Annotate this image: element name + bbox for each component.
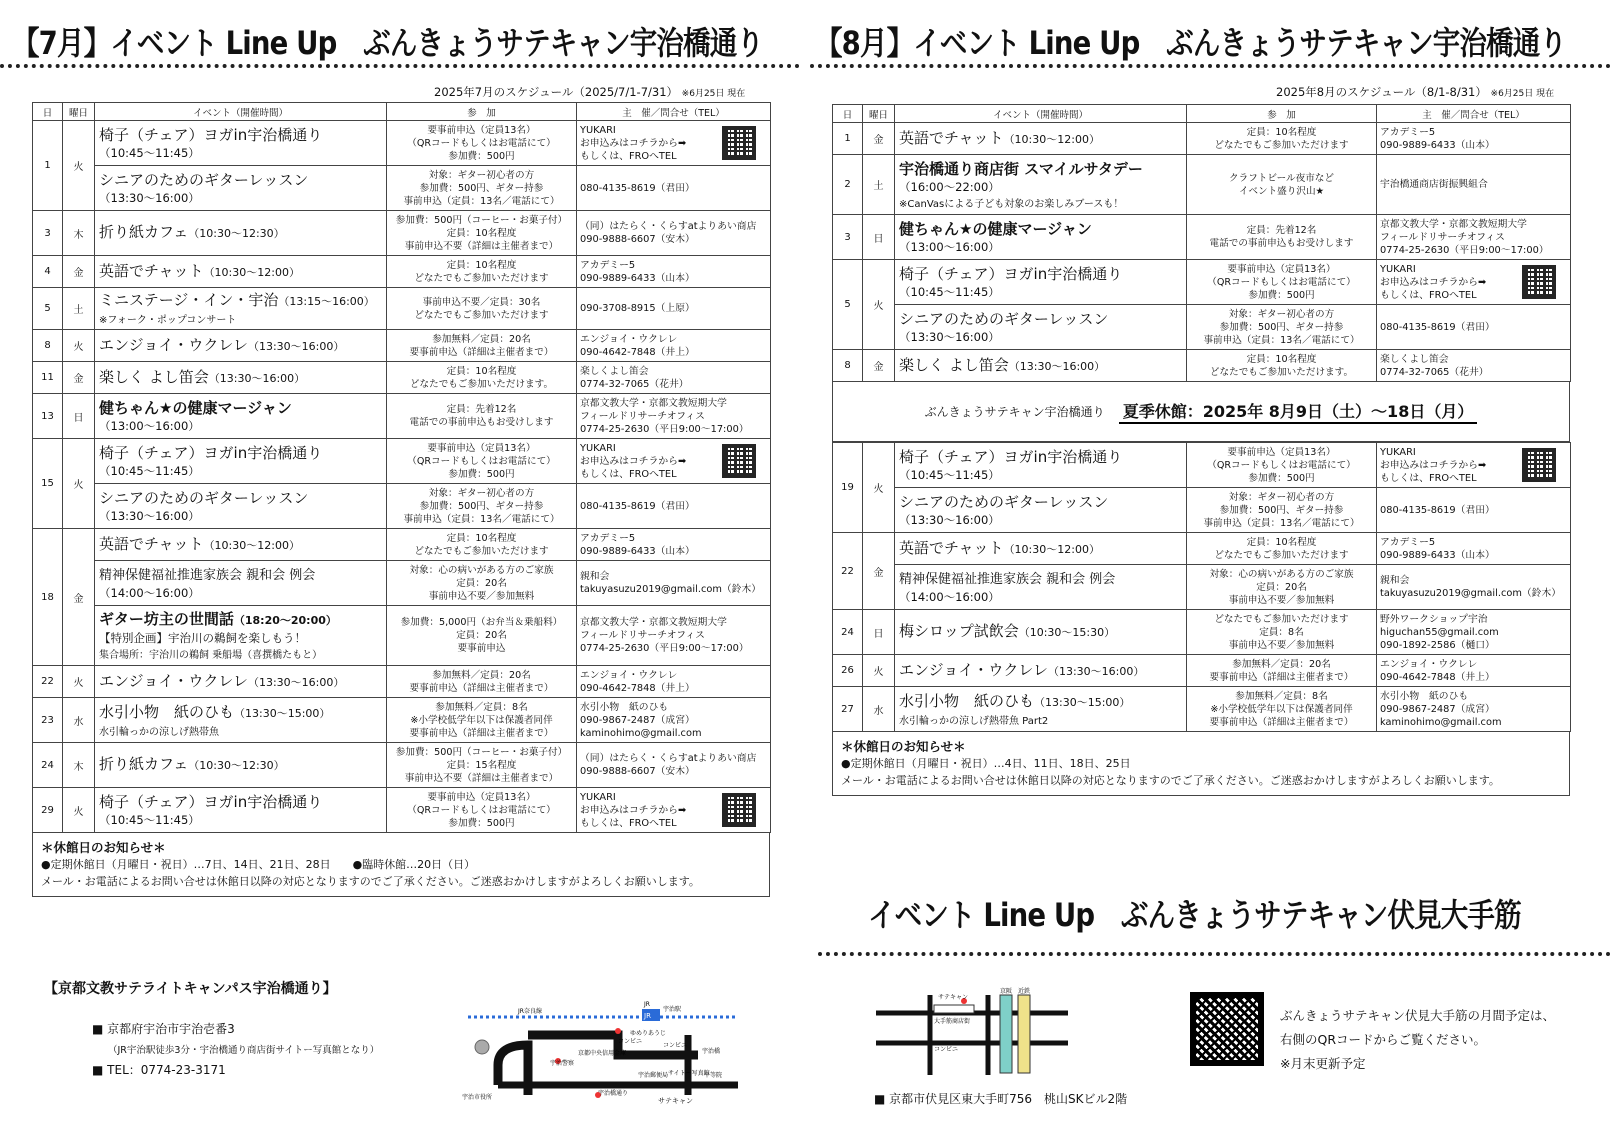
august-notice-line2: メール・お電話によるお問い合せは休館日以降の対応となりますのでご了承ください。ご迷惑おかけしますがよろしくお願いします。 [841,774,1500,787]
july-schedule-label: 2025年7月のスケジュール（2025/7/1-7/31） ※6月25日 現在 [434,85,746,99]
event-cell: シニアのためのギターレッスン （13:30～16:00） [95,484,387,529]
participation-cell: 要事前申込（定員13名） （QRコードもしくはお電話にて） 参加費：500円 [387,439,577,484]
map-label: 京都中央信用金庫 [578,1050,627,1057]
table-row [33,288,771,330]
participation-cell: クラフトビール夜市など イベント盛り沢山★ [1187,155,1377,215]
august-schedule-table-1 [832,104,1571,382]
organizer-cell: エンジョイ・ウクレレ 090-4642-7848（井上） [577,666,771,698]
weekday-cell: 金 [63,362,95,394]
uji-access: （JR宇治駅徒歩3分・宇治橋通り商店街サイトー写真館となり） [108,1045,380,1056]
organizer-cell: 080-4135-8619（君田） [1377,305,1571,350]
fushimi-qr-code[interactable] [1190,992,1264,1066]
participation-cell: 定員：10名程度 どなたでもご参加いただけます [387,529,577,561]
table-row [33,362,771,394]
weekday-cell: 金 [63,256,95,288]
table-row [833,655,1571,687]
participation-cell: 定員：先着12名 電話での事前申込もお受けします [387,394,577,439]
day-cell: 15 [33,439,63,529]
organizer-cell: 水引小物 紙のひも 090-9867-2487（成宮） kaminohimo@gmail.com [1377,687,1571,732]
day-cell: 1 [33,121,63,211]
header-3: 参 加 [387,103,577,121]
qr-code-icon[interactable] [722,793,756,827]
event-cell: シニアのためのギターレッスン （13:30～16:00） [895,305,1187,350]
participation-cell: どなたでもご参加いただけます 定員：8名 事前申込不要／参加無料 [1187,610,1377,655]
participation-cell: 参加費：500円（コーヒー・お菓子付） 定員：15名程度 事前申込不要（詳細は主催者まで） [387,743,577,788]
participation-cell: 参加費：5,000円（お弁当＆乗船料） 定員：20名 要事前申込 [387,606,577,666]
table-row [33,743,771,788]
header-0: 日 [33,103,63,121]
weekday-cell: 土 [863,155,895,215]
header-4: 主 催／問合せ（TEL） [577,103,771,121]
map-label: 宇治市役所 [462,1094,493,1101]
closure-prefix: ぶんきょうサテキャン宇治橋通り [924,405,1105,419]
event-cell: エンジョイ・ウクレレ（13:30～16:00） [95,666,387,698]
organizer-cell: 090-3708-8915（上原） [577,288,771,330]
table-row [33,211,771,256]
august-closed-notice [832,732,1570,796]
organizer-cell: 宇治橋通商店街振興組合 [1377,155,1571,215]
participation-cell: 参加無料／定員：8名 ※小学校低学年以下は保護者同伴 要事前申込（詳細は主催者まで） [387,698,577,743]
weekday-cell: 金 [863,123,895,155]
participation-cell: 定員：10名程度 どなたでもご参加いただけます [387,256,577,288]
map-label: コンビニ [934,1046,959,1053]
organizer-cell: 親和会 takuyasuzu2019@gmail.com（鈴木） [577,561,771,606]
event-cell: 水引小物 紙のひも（13:30～15:00） 水引輪っかの涼しげ熱帯魚 [95,698,387,743]
august-title: 【8月】イベント Line Up ぶんきょうサテキャン宇治橋通り [815,24,1567,62]
weekday-cell: 金 [63,529,95,666]
table-row [833,488,1571,533]
organizer-cell: アカデミー5 090-9889-6433（山本） [577,529,771,561]
event-cell: エンジョイ・ウクレレ（13:30～16:00） [895,655,1187,687]
day-cell: 3 [833,215,863,260]
weekday-cell: 土 [63,288,95,330]
july-section [12,0,792,62]
event-cell: 健ちゃん★の健康マージャン （13:00～16:00） [95,394,387,439]
day-cell: 5 [833,260,863,350]
event-cell: 椅子（チェア）ヨガin宇治橋通り （10:45～11:45） [95,439,387,484]
event-cell: 椅子（チェア）ヨガin宇治橋通り （10:45～11:45） [895,260,1187,305]
map-label: 宇治橋通り [598,1090,629,1097]
event-cell: ミニステージ・イン・宇治（13:15～16:00） ※フォーク・ポップコンサート [95,288,387,330]
table-row [833,305,1571,350]
event-cell: ギター坊主の世間話（18:20～20:00） 【特別企画】宇治川の鵜飼を楽しもう！ 集合場所：宇治川の鵜飼 乗船場（喜撰橋たもと） [95,606,387,666]
organizer-cell: エンジョイ・ウクレレ 090-4642-7848（井上） [1377,655,1571,687]
table-row [33,484,771,529]
weekday-cell: 木 [63,743,95,788]
participation-cell: 対象：ギター初心者の方 参加費：500円、ギター持参 事前申込（定員：13名／電話にて） [1187,488,1377,533]
qr-code-icon[interactable] [722,444,756,478]
participation-cell: 要事前申込（定員13名） （QRコードもしくはお電話にて） 参加費：500円 [1187,443,1377,488]
uji-heading: 【京都文教サテライトキャンパス宇治橋通り】 [44,981,337,997]
organizer-cell: アカデミー5 090-9889-6433（山本） [1377,123,1571,155]
weekday-cell: 火 [63,439,95,529]
participation-cell: 対象：ギター初心者の方 参加費：500円、ギター持参 事前申込（定員：13名／電話にて） [387,166,577,211]
header-4: 主 催／問合せ（TEL） [1377,105,1571,123]
uji-address: ■ 京都府宇治市宇治壱番3 [92,1022,235,1036]
day-cell: 1 [833,123,863,155]
table-row [33,698,771,743]
organizer-cell: 水引小物 紙のひも 090-9867-2487（成宮） kaminohimo@gmail.com [577,698,771,743]
table-row [33,330,771,362]
event-cell: 椅子（チェア）ヨガin宇治橋通り （10:45～11:45） [895,443,1187,488]
map-label: JR [644,1001,650,1008]
table-row [33,166,771,211]
august-divider [810,64,1611,68]
july-notice-line2: メール・お電話によるお問い合せは休館日以降の対応となりますのでご了承ください。ご迷惑おかけしますがよろしくお願いします。 [41,875,700,888]
event-cell: 椅子（チェア）ヨガin宇治橋通り （10:45～11:45） [95,121,387,166]
event-cell: 折り紙カフェ（10:30～12:30） [95,743,387,788]
organizer-cell: 楽しくよし笛会 0774-32-7065（花井） [577,362,771,394]
day-cell: 11 [33,362,63,394]
weekday-cell: 火 [863,443,895,533]
participation-cell: 要事前申込（定員13名） （QRコードもしくはお電話にて） 参加費：500円 [387,121,577,166]
participation-cell: 参加無料／定員：8名 ※小学校低学年以下は保護者同伴 要事前申込（詳細は主催者まで） [1187,687,1377,732]
day-cell: 4 [33,256,63,288]
organizer-cell: アカデミー5 090-9889-6433（山本） [577,256,771,288]
day-cell: 5 [33,288,63,330]
organizer-cell: YUKARI お申込みはコチラから➡ もしくは、FROへTEL [577,439,771,484]
table-row [33,256,771,288]
organizer-cell: 080-4135-8619（君田） [577,484,771,529]
event-cell: 精神保健福祉推進家族会 親和会 例会 （14:00～16:00） [895,565,1187,610]
participation-cell: 参加無料／定員：20名 要事前申込（詳細は主催者まで） [387,330,577,362]
event-cell: 英語でチャット（10:30～12:00） [895,533,1187,565]
participation-cell: 対象：ギター初心者の方 参加費：500円、ギター持参 事前申込（定員：13名／電話にて） [387,484,577,529]
participation-cell: 事前申込不要／定員：30名 どなたでもご参加いただけます [387,288,577,330]
august-schedule-label: 2025年8月のスケジュール（8/1-8/31） ※6月25日 現在 [1276,85,1555,99]
day-cell: 24 [833,610,863,655]
weekday-cell: 水 [863,687,895,732]
participation-cell: 定員：10名程度 どなたでもご参加いただけます。 [387,362,577,394]
event-cell: 英語でチャット（10:30～12:00） [895,123,1187,155]
organizer-cell: 親和会 takuyasuzu2019@gmail.com（鈴木） [1377,565,1571,610]
organizer-cell: 080-4135-8619（君田） [577,166,771,211]
july-closed-notice [32,833,770,897]
organizer-cell: 楽しくよし笛会 0774-32-7065（花井） [1377,350,1571,382]
table-row [833,533,1571,565]
map-label: 平等院 [704,1072,723,1079]
weekday-cell: 水 [63,698,95,743]
august-notice-line1: ●定期休館日（月曜日・祝日）…4日、11日、18日、25日 [841,757,1131,770]
map-label: 宇治橋 [702,1048,721,1055]
table-row [33,394,771,439]
day-cell: 3 [33,211,63,256]
day-cell: 24 [33,743,63,788]
event-cell: 水引小物 紙のひも（13:30～15:00） 水引輪っかの涼しげ熱帯魚 Part2 [895,687,1187,732]
august-section [815,0,1595,62]
table-row [33,121,771,166]
map-label: 大手筋商店街 [934,1018,971,1025]
map-label: サテキャン [938,994,969,1001]
header-1: 曜日 [863,105,895,123]
july-divider [0,64,800,68]
fushimi-map [868,985,1088,1077]
july-notice-line1: ●定期休館日（月曜日・祝日）…7日、14日、21日、28日 ●臨時休館…20日（日） [41,858,476,871]
qr-code-icon[interactable] [1522,265,1556,299]
weekday-cell: 日 [63,394,95,439]
table-row [33,788,771,833]
day-cell: 23 [33,698,63,743]
table-row [33,666,771,698]
header-2: イベント（開催時間） [895,105,1187,123]
event-cell: 折り紙カフェ（10:30～12:30） [95,211,387,256]
participation-cell: 要事前申込（定員13名） （QRコードもしくはお電話にて） 参加費：500円 [1187,260,1377,305]
organizer-cell: （同）はたらく・くらすatよりあい商店 090-9888-6607（安木） [577,743,771,788]
organizer-cell: アカデミー5 090-9889-6433（山本） [1377,533,1571,565]
table-row [833,260,1571,305]
weekday-cell: 木 [63,211,95,256]
map-label: 近鉄 [1018,988,1031,995]
participation-cell: 対象：心の病いがある方のご家族 定員：20名 事前申込不要／参加無料 [387,561,577,606]
table-row [833,443,1571,488]
organizer-cell: エンジョイ・ウクレレ 090-4642-7848（井上） [577,330,771,362]
participation-cell: 要事前申込（定員13名） （QRコードもしくはお電話にて） 参加費：500円 [387,788,577,833]
map-label: サイトー写真館 [668,1070,710,1077]
participation-cell: 定員：10名程度 どなたでもご参加いただけます [1187,123,1377,155]
organizer-cell: 京都文教大学・京都文教短期大学 フィールドリサーチオフィス 0774-25-2630（平日9:00～17:00） [577,606,771,666]
header-2: イベント（開催時間） [95,103,387,121]
participation-cell: 定員：10名程度 どなたでもご参加いただけます [1187,533,1377,565]
qr-code-icon[interactable] [1522,448,1556,482]
fushimi-desc-2: 右側のQRコードからご覧ください。 [1280,1032,1487,1047]
table-row [833,687,1571,732]
day-cell: 26 [833,655,863,687]
event-cell: 精神保健福祉推進家族会 親和会 例会 （14:00～16:00） [95,561,387,606]
uji-tel: ■ TEL：0774-23-3171 [92,1063,226,1077]
event-cell: 椅子（チェア）ヨガin宇治橋通り （10:45～11:45） [95,788,387,833]
weekday-cell: 金 [863,533,895,610]
day-cell: 19 [833,443,863,533]
map-label: 宇治郵便局 [638,1072,669,1079]
map-label: 宇治警察 [550,1060,575,1067]
fushimi-divider [818,952,1611,956]
event-cell: 健ちゃん★の健康マージャン （13:00～16:00） [895,215,1187,260]
map-label: コンビニ [618,1038,643,1045]
participation-cell: 参加無料／定員：20名 要事前申込（詳細は主催者まで） [387,666,577,698]
weekday-cell: 火 [63,330,95,362]
map-label: コンビニ [663,1042,688,1049]
weekday-cell: 火 [863,655,895,687]
organizer-cell: YUKARI お申込みはコチラから➡ もしくは、FROへTEL [577,788,771,833]
day-cell: 27 [833,687,863,732]
weekday-cell: 日 [863,215,895,260]
table-row [833,123,1571,155]
table-row [33,529,771,561]
map-label: JR奈良線 [518,1008,542,1015]
map-label: ゆめりあうじ [630,1030,667,1037]
event-cell: 宇治橋通り商店街 スマイルサタデー （16:00～22:00） ※CanVasによる子ども対象のお楽しみブースも！ [895,155,1187,215]
table-row [833,215,1571,260]
fushimi-desc-3: ※月末更新予定 [1280,1056,1366,1071]
july-notice-title: ＊休館日のお知らせ＊ [41,840,166,855]
svg-text:サテキャン: サテキャン [658,1097,693,1105]
uji-map [458,995,748,1105]
weekday-cell: 火 [63,121,95,211]
august-schedule-table-2 [832,442,1571,732]
july-title: 【7月】イベント Line Up ぶんきょうサテキャン宇治橋通り [12,24,764,62]
participation-cell: 対象：ギター初心者の方 参加費：500円、ギター持参 事前申込（定員：13名／電話にて） [1187,305,1377,350]
event-cell: 英語でチャット（10:30～12:00） [95,529,387,561]
svg-text:JR: JR [644,1012,651,1020]
header-1: 曜日 [63,103,95,121]
participation-cell: 参加費：500円（コーヒー・お菓子付） 定員：10名程度 事前申込不要（詳細は主催者まで） [387,211,577,256]
event-cell: エンジョイ・ウクレレ（13:30～16:00） [95,330,387,362]
event-cell: 梅シロップ試飲会（10:30～15:30） [895,610,1187,655]
day-cell: 22 [33,666,63,698]
july-schedule-table [32,102,771,833]
weekday-cell: 火 [63,788,95,833]
organizer-cell: 080-4135-8619（君田） [1377,488,1571,533]
map-label: 京阪 [1000,988,1013,995]
day-cell: 29 [33,788,63,833]
participation-cell: 定員：10名程度 どなたでもご参加いただけます。 [1187,350,1377,382]
fushimi-title: イベント Line Up ぶんきょうサテキャン伏見大手筋 [868,896,1521,934]
day-cell: 22 [833,533,863,610]
header-3: 参 加 [1187,105,1377,123]
table-row [33,439,771,484]
organizer-cell: （同）はたらく・くらすatよりあい商店 090-9888-6607（安木） [577,211,771,256]
day-cell: 2 [833,155,863,215]
summer-closure-banner [832,382,1570,442]
table-row [833,565,1571,610]
participation-cell: 定員：先着12名 電話での事前申込もお受けします [1187,215,1377,260]
participation-cell: 参加無料／定員：20名 要事前申込（詳細は主催者まで） [1187,655,1377,687]
header-0: 日 [833,105,863,123]
event-cell: 英語でチャット（10:30～12:00） [95,256,387,288]
event-cell: 楽しく よし笛会（13:30～16:00） [895,350,1187,382]
event-cell: シニアのためのギターレッスン （13:30～16:00） [895,488,1187,533]
map-label: 宇治駅 [663,1006,682,1013]
day-cell: 18 [33,529,63,666]
table-row [33,561,771,606]
table-row [833,155,1571,215]
organizer-cell: 野外ワークショップ宇治 higuchan55@gmail.com 090-1892-2586（樋口） [1377,610,1571,655]
event-cell: シニアのためのギターレッスン （13:30～16:00） [95,166,387,211]
closure-dates: 夏季休館：2025年 8月9日（土）～18日（月） [1119,399,1478,424]
weekday-cell: 金 [863,350,895,382]
organizer-cell: YUKARI お申込みはコチラから➡ もしくは、FROへTEL [1377,260,1571,305]
organizer-cell: 京都文教大学・京都文教短期大学 フィールドリサーチオフィス 0774-25-2630（平日9:00～17:00） [577,394,771,439]
fushimi-desc-1: ぶんきょうサテキャン伏見大手筋の月間予定は、 [1280,1008,1556,1023]
event-cell: 楽しく よし笛会（13:30～16:00） [95,362,387,394]
weekday-cell: 日 [863,610,895,655]
participation-cell: 対象：心の病いがある方のご家族 定員：20名 事前申込不要／参加無料 [1187,565,1377,610]
day-cell: 8 [33,330,63,362]
organizer-cell: YUKARI お申込みはコチラから➡ もしくは、FROへTEL [1377,443,1571,488]
fushimi-address: ■ 京都市伏見区東大手町756 桃山SKビル2階 [874,1092,1128,1106]
organizer-cell: YUKARI お申込みはコチラから➡ もしくは、FROへTEL [577,121,771,166]
august-notice-title: ＊休館日のお知らせ＊ [841,739,966,754]
table-row [833,350,1571,382]
table-row [833,610,1571,655]
table-row [33,606,771,666]
day-cell: 8 [833,350,863,382]
weekday-cell: 火 [863,260,895,350]
qr-code-icon[interactable] [722,126,756,160]
day-cell: 13 [33,394,63,439]
weekday-cell: 火 [63,666,95,698]
organizer-cell: 京都文教大学・京都文教短期大学 フィールドリサーチオフィス 0774-25-2630（平日9:00～17:00） [1377,215,1571,260]
